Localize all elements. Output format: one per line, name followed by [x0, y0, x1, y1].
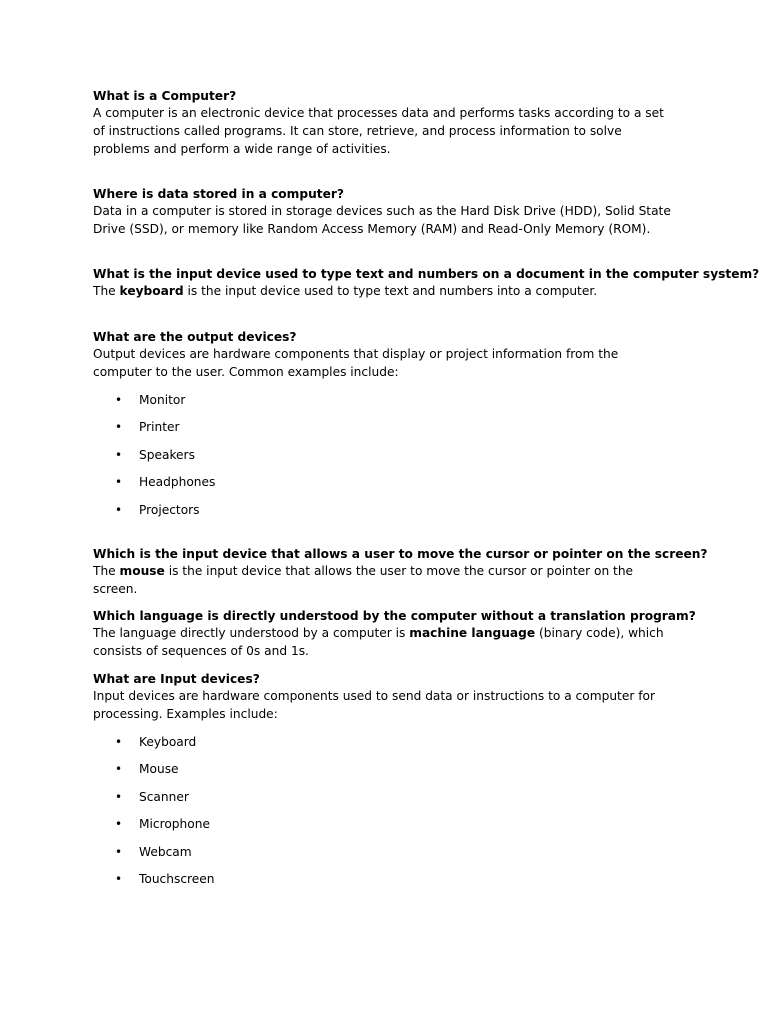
section-machine-language — [93, 607, 696, 661]
section-keyboard — [93, 265, 760, 301]
bullet-icon: • — [115, 817, 123, 832]
question-heading: What is the input device used to type text and numbers on a document in the computer system? — [93, 267, 760, 281]
answer-paragraph: Output devices are hardware components that display or project information from the computer to the user. Common examples include: — [93, 347, 619, 379]
answer-text: The — [93, 564, 120, 578]
list-item — [93, 815, 493, 842]
output-devices-list — [93, 391, 493, 528]
bullet-icon: • — [115, 844, 123, 859]
answer-text: (binary code), which consists of sequences of 0s and 1s. — [93, 626, 664, 658]
list-item — [93, 501, 493, 528]
list-item — [93, 760, 493, 787]
question-heading: What is a Computer? — [93, 89, 237, 103]
list-item-label: Webcam — [139, 844, 192, 859]
bullet-icon: • — [115, 447, 123, 462]
answer-emphasis: machine language — [409, 626, 536, 640]
list-item — [93, 446, 493, 473]
list-item-label: Monitor — [139, 393, 186, 407]
list-item — [93, 391, 493, 418]
answer-emphasis: mouse — [119, 564, 165, 578]
section-mouse — [93, 545, 708, 599]
bullet-icon: • — [115, 420, 123, 435]
list-item-label: Keyboard — [139, 735, 197, 749]
bullet-icon: • — [115, 762, 123, 777]
bullet-icon: • — [115, 789, 123, 804]
section-data-storage — [93, 185, 673, 239]
question-heading: What are Input devices? — [93, 672, 260, 686]
list-item-label: Scanner — [139, 789, 189, 804]
answer-paragraph: Input devices are hardware components used to send data or instructions to a computer for processing. Examples include: — [93, 689, 655, 721]
list-item — [93, 418, 493, 445]
answer-text: The language directly understood by a computer is — [93, 626, 410, 640]
list-item — [93, 870, 493, 897]
list-item-label: Headphones — [139, 475, 216, 490]
input-devices-list — [93, 733, 493, 897]
answer-text: is the input device used to type text and numbers into a computer. — [183, 284, 598, 298]
answer-paragraph: Data in a computer is stored in storage devices such as the Hard Disk Drive (HDD), Solid State Drive (SSD), or memory like Random Access Memory (RAM) and Read-Only Memory (ROM). — [93, 204, 671, 236]
bullet-icon: • — [115, 735, 123, 749]
bullet-icon: • — [115, 393, 123, 407]
bullet-icon: • — [115, 871, 123, 886]
answer-paragraph — [93, 563, 673, 599]
answer-paragraph: A computer is an electronic device that processes data and performs tasks according to a set of instructions called programs. It can store, retrieve, and process information to solve problems and perform a wide range of activities. — [93, 106, 664, 156]
question-heading: Where is data stored in a computer? — [93, 187, 344, 201]
list-item — [93, 843, 493, 870]
section-what-is-computer — [93, 87, 673, 158]
section-input-devices — [93, 670, 673, 886]
answer-paragraph — [93, 625, 673, 661]
question-heading: Which language is directly understood by the computer without a translation program? — [93, 609, 696, 623]
list-item — [93, 473, 493, 500]
bullet-icon: • — [115, 475, 123, 490]
list-item-label: Touchscreen — [139, 871, 215, 886]
answer-emphasis: keyboard — [119, 284, 184, 298]
list-item-label: Mouse — [139, 762, 179, 777]
answer-text: The — [93, 284, 120, 298]
answer-paragraph — [93, 283, 673, 301]
answer-text: is the input device that allows the user to move the cursor or pointer on the screen. — [93, 564, 634, 596]
list-item-label: Printer — [139, 420, 180, 435]
section-output-devices — [93, 328, 673, 517]
question-heading: Which is the input device that allows a user to move the cursor or pointer on the screen? — [93, 547, 708, 561]
question-heading: What are the output devices? — [93, 330, 297, 344]
list-item — [93, 733, 493, 760]
list-item-label: Speakers — [139, 447, 195, 462]
bullet-icon: • — [115, 502, 123, 517]
list-item-label: Projectors — [139, 502, 200, 517]
list-item-label: Microphone — [139, 817, 210, 832]
list-item — [93, 788, 493, 815]
